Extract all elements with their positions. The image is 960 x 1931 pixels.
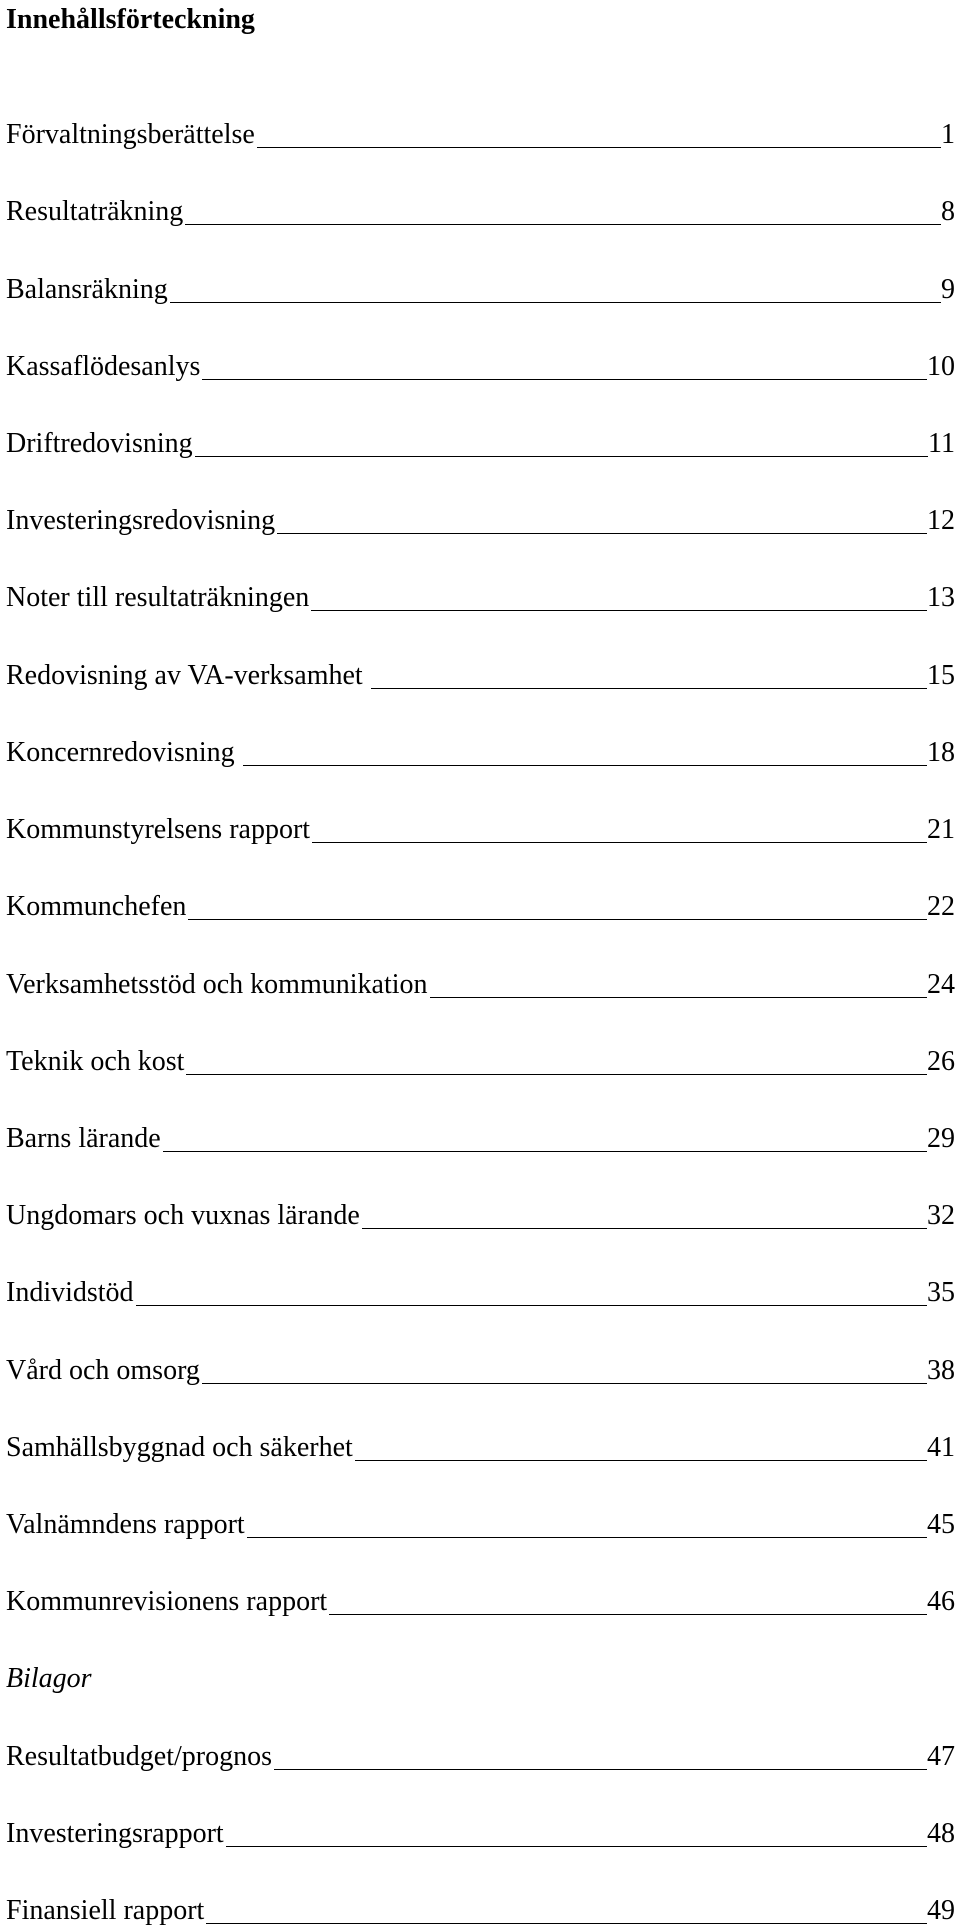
toc-entry-title: Barns lärande <box>6 1123 161 1154</box>
toc-entry <box>6 115 955 155</box>
toc-entry <box>6 1814 955 1854</box>
toc-leader-line <box>247 1511 927 1538</box>
toc-entry <box>6 656 955 696</box>
toc-leader-line <box>195 430 928 457</box>
toc-entry-page: 10 <box>927 351 955 382</box>
toc-entry <box>6 733 955 773</box>
toc-entry-title: Individstöd <box>6 1277 134 1308</box>
toc-entry <box>6 424 955 464</box>
toc-entry <box>6 501 955 541</box>
toc-entry-page: 46 <box>927 1586 955 1617</box>
toc-entry-title: Koncernredovisning <box>6 737 235 768</box>
toc-entry <box>6 1042 955 1082</box>
toc-entry <box>6 347 955 387</box>
toc-entry-page: 26 <box>927 1046 955 1077</box>
toc-entry <box>6 192 955 232</box>
toc-leader-line <box>257 121 941 148</box>
toc-leader-line <box>136 1279 927 1306</box>
toc-entry-page: 35 <box>927 1277 955 1308</box>
toc-leader-line <box>186 1048 927 1075</box>
toc-entry-title: Vård och omsorg <box>6 1355 200 1386</box>
toc-entry-page: 15 <box>927 660 955 691</box>
toc-entry-title: Ungdomars och vuxnas lärande <box>6 1200 360 1231</box>
toc-entry-page: 38 <box>927 1355 955 1386</box>
toc-entry-page: 32 <box>927 1200 955 1231</box>
toc-entry-title: Förvaltningsberättelse <box>6 119 255 150</box>
toc-entry-page: 48 <box>927 1818 955 1849</box>
toc-entry-title: Teknik och kost <box>6 1046 185 1077</box>
toc-leader-line <box>329 1588 927 1615</box>
toc-leader-line <box>243 739 927 766</box>
toc-leader-line <box>311 584 927 611</box>
toc-entry-title: Balansräkning <box>6 274 168 305</box>
toc-leader-line <box>355 1434 927 1461</box>
toc-entry-page: 45 <box>927 1509 955 1540</box>
toc-entry-page: 24 <box>927 969 955 1000</box>
toc-entry-page: 11 <box>928 428 955 459</box>
toc-entry-title: Kommunrevisionens rapport <box>6 1586 328 1617</box>
toc-entry <box>6 1505 955 1545</box>
toc-entry-page: 29 <box>927 1123 955 1154</box>
toc-leader-line <box>202 353 927 380</box>
toc-entry-page: 21 <box>927 814 955 845</box>
toc-heading: Innehållsförteckning <box>6 4 255 35</box>
toc-entry-title: Kommunstyrelsens rapport <box>6 814 311 845</box>
toc-entry <box>6 1196 955 1236</box>
toc-entry-title: Kassaflödesanlys <box>6 351 201 382</box>
toc-entry-page: 8 <box>941 196 955 227</box>
toc-entry-page: 41 <box>927 1432 955 1463</box>
appendix-heading: Bilagor <box>6 1663 92 1694</box>
toc-leader-line <box>430 971 927 998</box>
toc-entry <box>6 1891 955 1931</box>
toc-leader-line <box>274 1743 927 1770</box>
toc-entry <box>6 1428 955 1468</box>
toc-entry-title: Samhällsbyggnad och säkerhet <box>6 1432 353 1463</box>
toc-entry-page: 49 <box>927 1895 955 1926</box>
toc-entry-page: 47 <box>927 1741 955 1772</box>
toc-leader-line <box>202 1357 927 1384</box>
toc-entry-title: Verksamhetsstöd och kommunikation <box>6 969 428 1000</box>
toc-entry-title: Driftredovisning <box>6 428 193 459</box>
toc-leader-line <box>185 198 941 225</box>
toc-entry <box>6 270 955 310</box>
toc-leader-line <box>362 1202 927 1229</box>
toc-entry-title: Investeringsredovisning <box>6 505 276 536</box>
toc-leader-line <box>163 1125 927 1152</box>
toc-entry-title: Noter till resultaträkningen <box>6 582 310 613</box>
toc-leader-line <box>226 1820 927 1847</box>
toc-entry-title: Resultaträkning <box>6 196 184 227</box>
toc-entry <box>6 1351 955 1391</box>
toc-entry-title: Finansiell rapport <box>6 1895 205 1926</box>
toc-entry <box>6 578 955 618</box>
toc-leader-line <box>371 662 927 689</box>
toc-entry-page: 22 <box>927 891 955 922</box>
toc-entry-title: Redovisning av VA-verksamhet <box>6 660 363 691</box>
toc-entry-page: 18 <box>927 737 955 768</box>
toc-entry <box>6 1119 955 1159</box>
toc-leader-line <box>206 1897 927 1924</box>
toc-entry <box>6 1273 955 1313</box>
toc-entry-page: 13 <box>927 582 955 613</box>
toc-entry <box>6 887 955 927</box>
toc-entry <box>6 965 955 1005</box>
toc-leader-line <box>277 507 927 534</box>
toc-leader-line <box>312 816 927 843</box>
toc-entry <box>6 1737 955 1777</box>
toc-entry <box>6 810 955 850</box>
toc-leader-line <box>170 276 941 303</box>
toc-entry-page: 12 <box>927 505 955 536</box>
toc-entry-title: Valnämndens rapport <box>6 1509 245 1540</box>
toc-leader-line <box>188 893 927 920</box>
toc-entry-title: Investeringsrapport <box>6 1818 224 1849</box>
toc-entry-title: Kommunchefen <box>6 891 187 922</box>
toc-entry-page: 9 <box>941 274 955 305</box>
toc-entry <box>6 1582 955 1622</box>
toc-entry-page: 1 <box>941 119 955 150</box>
toc-entry-title: Resultatbudget/prognos <box>6 1741 272 1772</box>
